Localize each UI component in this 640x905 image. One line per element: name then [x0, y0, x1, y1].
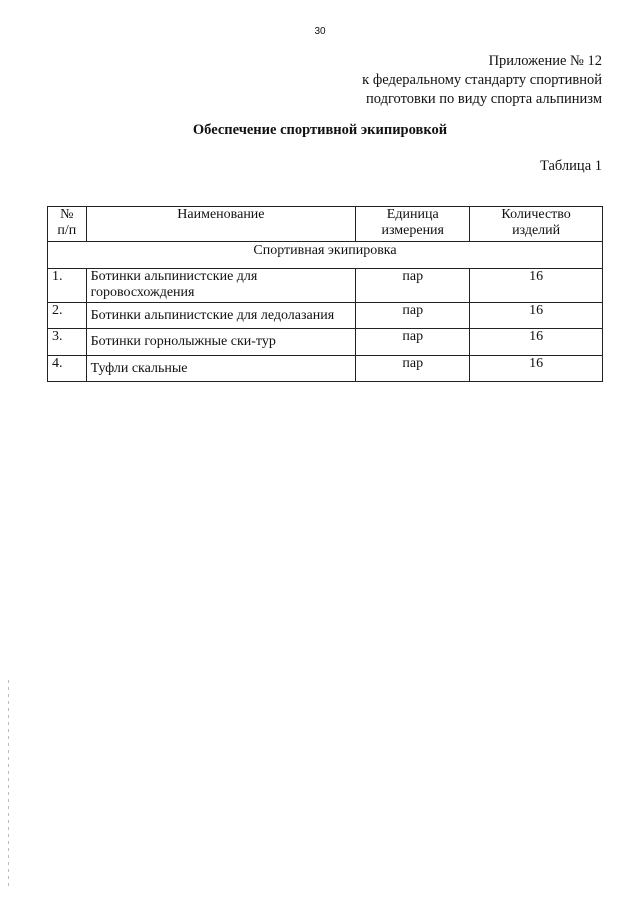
table-label: Таблица 1 — [539, 158, 602, 174]
row-number: 1. — [48, 269, 87, 303]
row-number: 2. — [48, 303, 87, 329]
row-quantity: 16 — [470, 356, 603, 382]
appendix-header — [362, 52, 602, 109]
document-title: Обеспечение спортивной экипировкой — [192, 122, 448, 138]
scan-margin-line — [8, 680, 9, 890]
appendix-line-1: Приложение № 12 — [488, 53, 602, 69]
table-row — [48, 356, 603, 382]
header-quantity — [470, 207, 603, 242]
table-row — [48, 269, 603, 303]
row-name: Туфли скальные — [86, 356, 356, 382]
header-unit-line-2: измерения — [381, 223, 444, 238]
table-header-row — [48, 207, 603, 242]
section-row — [48, 242, 603, 269]
row-number: 3. — [48, 329, 87, 356]
header-unit — [356, 207, 470, 242]
row-quantity: 16 — [470, 269, 603, 303]
table-row — [48, 303, 603, 329]
header-quantity-line-1: Количество — [501, 207, 571, 222]
header-unit-line-1: Единица — [386, 207, 439, 222]
equipment-table — [47, 206, 603, 382]
row-unit: пар — [356, 269, 470, 303]
header-number-line-2: п/п — [57, 223, 77, 238]
header-quantity-line-2: изделий — [512, 223, 561, 238]
row-name: Ботинки альпинистские для горовосхождения — [86, 269, 356, 303]
row-quantity: 16 — [470, 329, 603, 356]
row-quantity: 16 — [470, 303, 603, 329]
header-number-line-1: № — [60, 207, 74, 222]
table-row — [48, 329, 603, 356]
header-name: Наименование — [86, 207, 356, 242]
row-unit: пар — [356, 303, 470, 329]
row-unit: пар — [356, 329, 470, 356]
row-name: Ботинки горнолыжные ски-тур — [86, 329, 356, 356]
row-name: Ботинки альпинистские для ледолазания — [86, 303, 356, 329]
section-title: Спортивная экипировка — [48, 242, 603, 269]
row-unit: пар — [356, 356, 470, 382]
appendix-line-2: к федеральному стандарту спортивной — [362, 72, 602, 88]
appendix-line-3: подготовки по виду спорта альпинизм — [365, 91, 602, 107]
row-number: 4. — [48, 356, 87, 382]
page-number: 30 — [314, 26, 326, 37]
header-number — [48, 207, 87, 242]
